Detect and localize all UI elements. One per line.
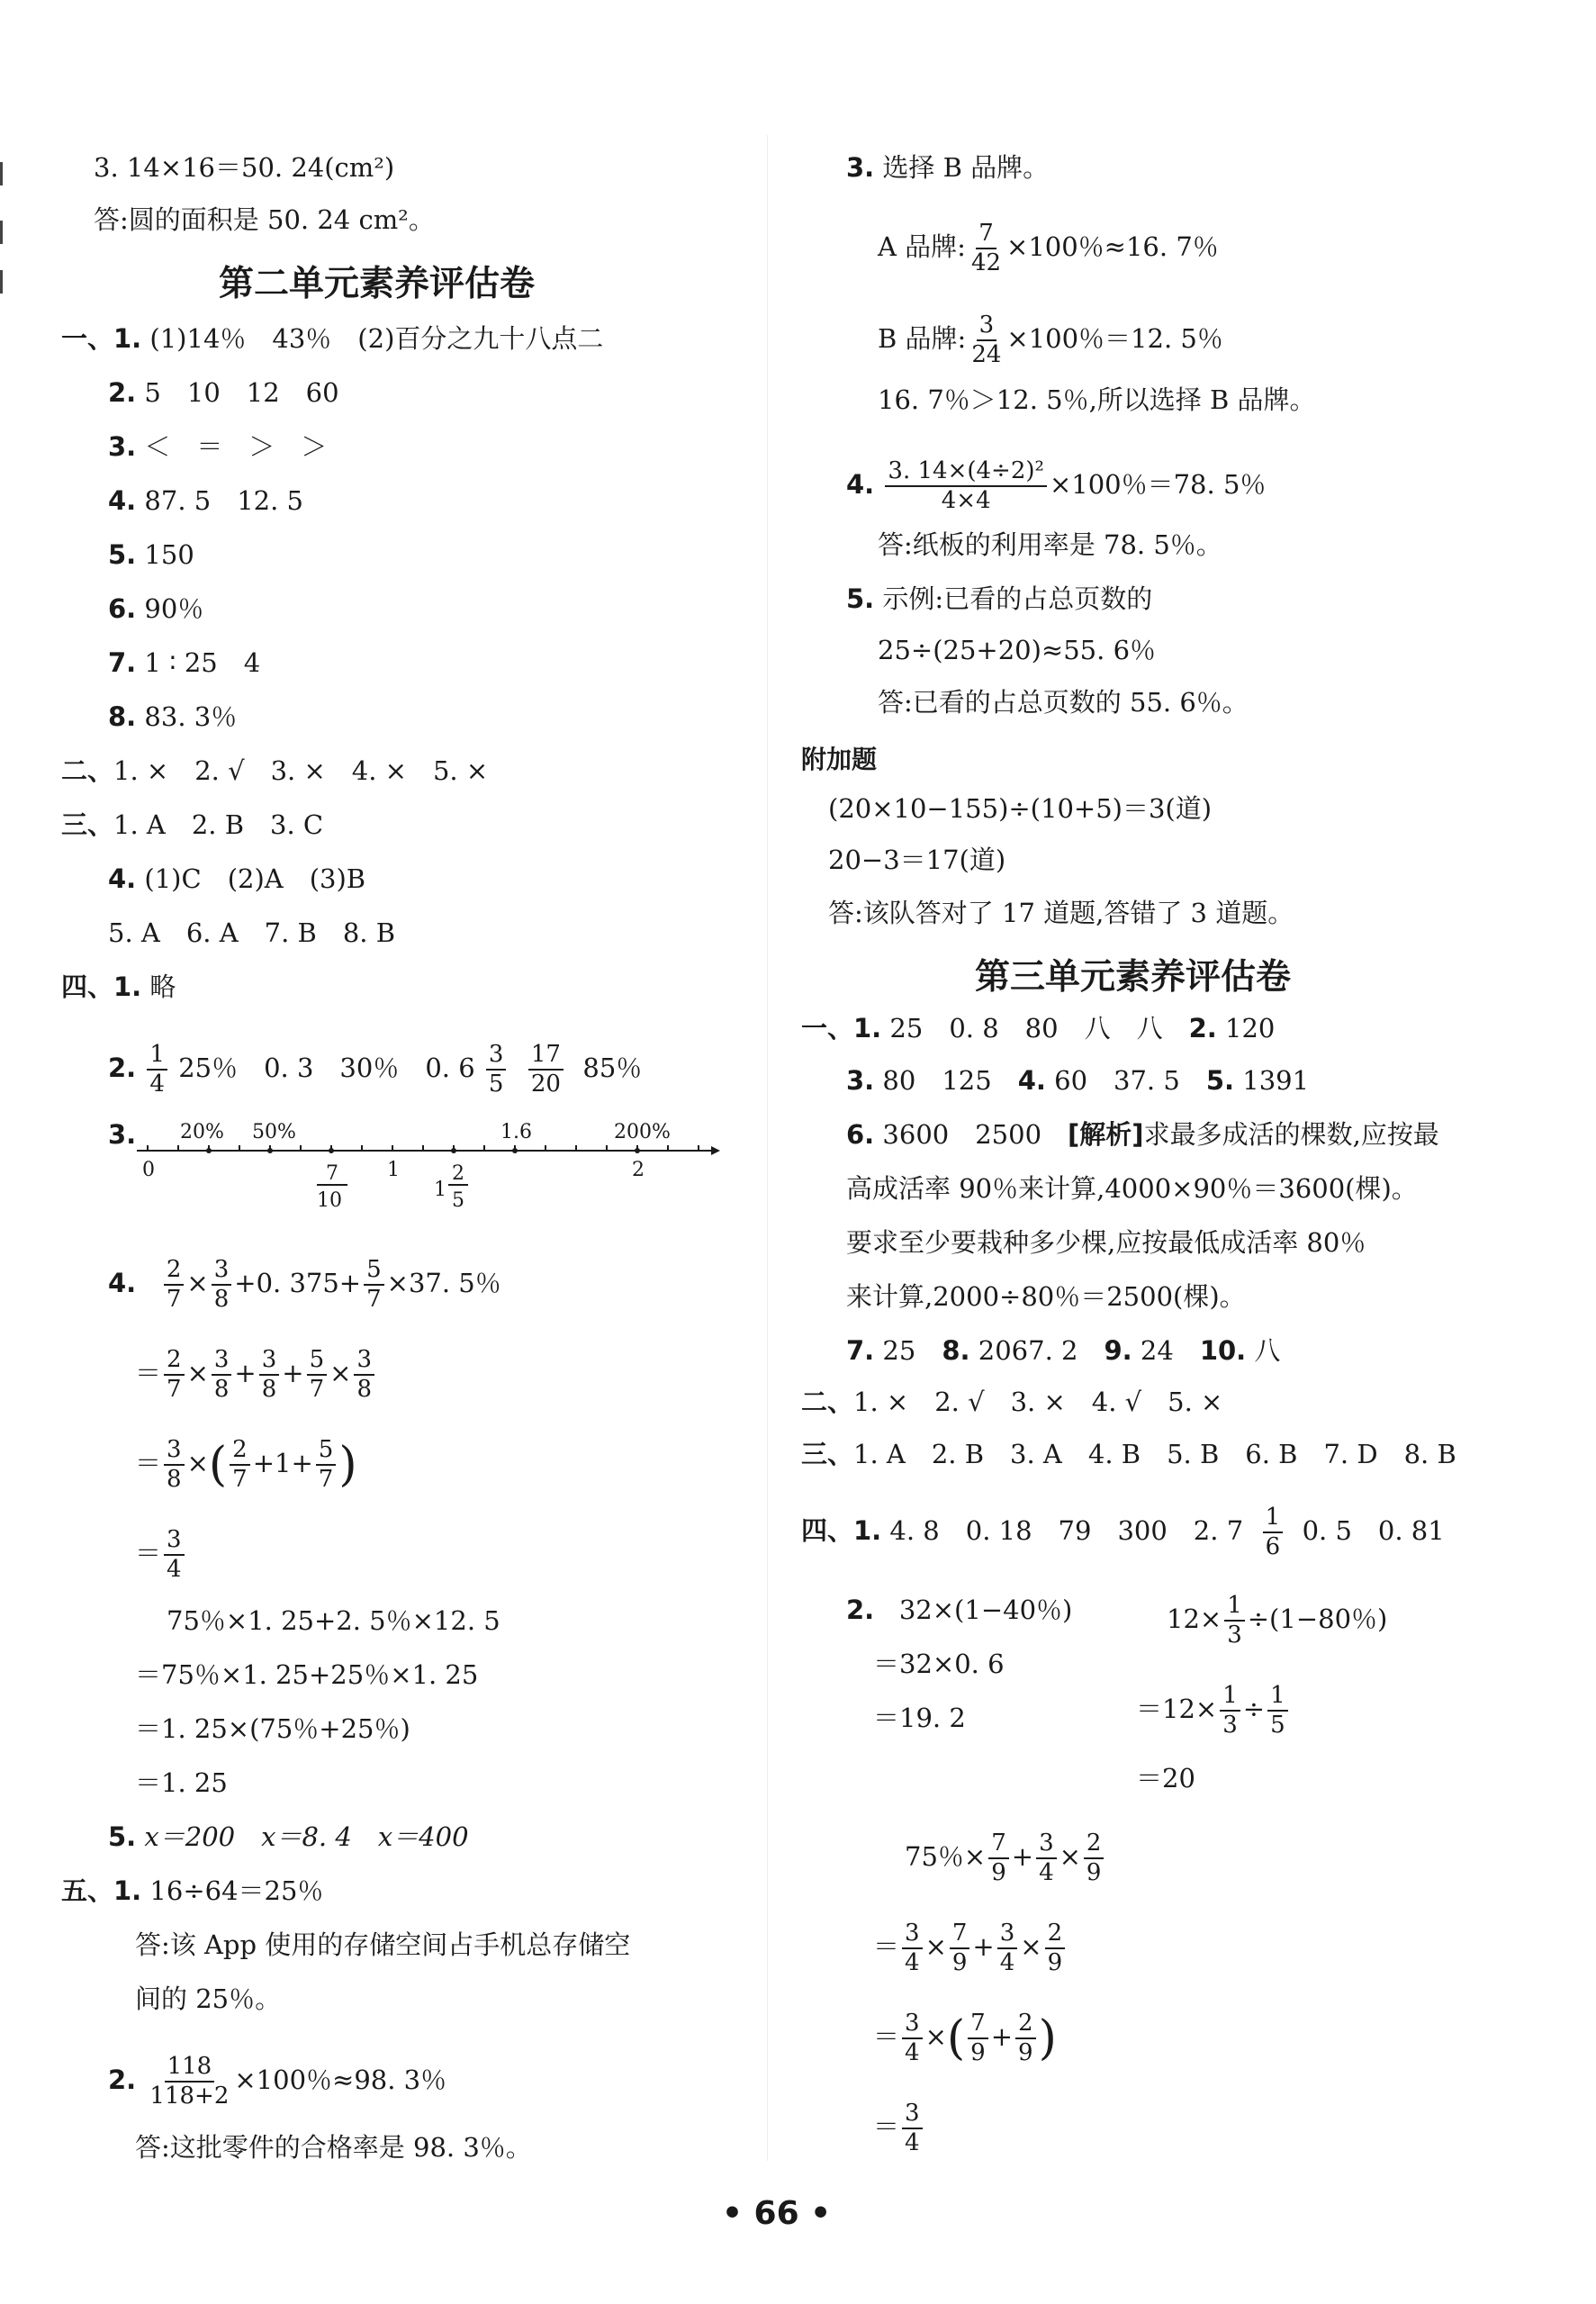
calc-line: ＝32×0. 6 xyxy=(873,1649,1005,1679)
section-2: 二、1. × 2. √ 3. × 4. √ 5. × xyxy=(801,1387,1223,1417)
answer-line: 答:该 App 使用的存储空间占手机总存储空 xyxy=(135,1929,631,1960)
analysis-line: 来计算,2000÷80％＝2500(棵)。 xyxy=(846,1281,1246,1312)
question-1-6: 6. 90％ xyxy=(108,593,204,624)
question-1-8: 8. 83. 3％ xyxy=(108,701,238,732)
question-1-1: 一、1. 25 0. 8 80 八 八 2. 120 xyxy=(801,1013,1276,1044)
calc-line: 75％× $\frac{7}{9}$ + $\frac{3}{4}$ × $\frac{2}{9}$ xyxy=(905,1830,1106,1887)
analysis-line: 高成活率 90％来计算,4000×90％＝3600(棵)。 xyxy=(846,1173,1418,1204)
point-200pct xyxy=(635,1148,640,1153)
question-5: 5. 示例:已看的占总页数的 xyxy=(846,583,1153,614)
question-3: 3. 选择 B 品牌。 xyxy=(846,152,1050,183)
column-divider xyxy=(767,135,768,2161)
calc-line: ＝ $\frac{3}{4}$ ×( $\frac{7}{9}$ + $\frac{2}{9}$ ) xyxy=(873,2010,1057,2066)
calc-line: ＝ $\frac{2}{7}$ × $\frac{3}{8}$ + $\frac{3}{8}$ + $\frac{5}{7}$ × $\frac{3}{8}$ xyxy=(135,1346,377,1404)
question-4-2: 2. $\frac{1}{4}$ 25％ 0. 3 30％ 0. 6 $\frac{3}{5}$ $\frac{17}{20}$ 85％ xyxy=(108,1041,643,1098)
question-1-2: 2. 5 10 12 60 xyxy=(108,377,339,408)
frac-label: 1 xyxy=(434,1179,446,1201)
calc-line: 12× $\frac{1}{3}$ ÷(1−80％) xyxy=(1167,1592,1388,1649)
point-7-10 xyxy=(329,1148,334,1153)
calc-line: 75％×1. 25+2. 5％×12. 5 xyxy=(167,1605,500,1636)
unit2-title: 第二单元素养评估卷 xyxy=(219,264,536,304)
question-5-2: 2. $\frac{118}{118+2}$ ×100％≈98. 3％ xyxy=(108,2053,447,2110)
point-1-6 xyxy=(512,1148,518,1153)
question-1-7: 7. 1 ∶ 25 4 xyxy=(108,647,261,678)
answer-line: 16. 7％＞12. 5％,所以选择 B 品牌。 xyxy=(878,384,1316,415)
question-1-3: 3. 80 125 4. 60 37. 5 5. 1391 xyxy=(846,1065,1310,1096)
point-20pct xyxy=(206,1148,212,1153)
calc-line: 25÷(25+20)≈55. 6％ xyxy=(878,635,1157,665)
question-4-4: 4. $\frac{2}{7}$ × $\frac{3}{8}$ +0. 375+ $\frac{5}{7}$ ×37. 5％ xyxy=(108,1256,501,1313)
analysis-line: 要求至少要栽种多少棵,应按最低成活率 80％ xyxy=(846,1227,1366,1258)
label-top: 1.6 xyxy=(500,1121,532,1143)
point-50pct xyxy=(267,1148,273,1153)
calc-line: ＝75％×1. 25+25％×1. 25 xyxy=(135,1659,479,1690)
answer-line: 间的 25％。 xyxy=(135,1983,282,2014)
tick-label: 1 xyxy=(387,1159,400,1181)
calc-line: ＝20 xyxy=(1136,1763,1195,1794)
page-edge-mark xyxy=(0,162,3,185)
page-edge-mark xyxy=(0,270,3,294)
answer-line: 答:纸板的利用率是 78. 5％。 xyxy=(878,529,1222,560)
tick-label: 2 xyxy=(632,1159,645,1181)
frac-label: 7 xyxy=(326,1162,338,1185)
page-edge-mark xyxy=(0,221,3,244)
unit3-title: 第三单元素养评估卷 xyxy=(975,957,1292,998)
answer-line: 答:已看的占总页数的 55. 6％。 xyxy=(878,687,1249,718)
calc-line: 20−3＝17(道) xyxy=(828,845,1006,875)
section-5: 五、1. 16÷64＝25％ xyxy=(61,1875,324,1906)
section-3: 三、1. A 2. B 3. C xyxy=(61,809,324,840)
number-line xyxy=(126,1107,720,1215)
answer-line: 答:圆的面积是 50. 24 cm²。 xyxy=(94,204,435,235)
extra-question-title: 附加题 xyxy=(801,745,878,774)
answer-line: 3. 14×16＝50. 24(cm²) xyxy=(94,152,395,183)
question-4-5: 5. x＝200 x＝8. 4 x＝400 xyxy=(108,1821,469,1852)
frac-label: 5 xyxy=(452,1189,464,1212)
section-2: 二、1. × 2. √ 3. × 4. × 5. × xyxy=(61,755,489,786)
question-4-3: 3. xyxy=(108,1119,137,1150)
label-top: 20% xyxy=(180,1121,224,1143)
section-4: 四、1. 4. 8 0. 18 79 300 2. 7 $\frac{1}{6}$ 0. 5 0. 81 xyxy=(801,1504,1445,1560)
frac-label: 2 xyxy=(452,1162,464,1185)
brand-b-calc: B 品牌: $\frac{3}{24}$ ×100％＝12. 5％ xyxy=(878,312,1223,368)
question-3-5: 5. A 6. A 7. B 8. B xyxy=(108,917,396,948)
calc-line: ＝12× $\frac{1}{3}$ ÷ $\frac{1}{5}$ xyxy=(1136,1682,1291,1739)
answer-line: 答:这批零件的合格率是 98. 3％。 xyxy=(135,2132,532,2163)
tick-label: 0 xyxy=(142,1159,155,1181)
question-3-4: 4. (1)C (2)A (3)B xyxy=(108,863,366,894)
question-1-5: 5. 150 xyxy=(108,539,194,570)
section-4: 四、1. 略 xyxy=(61,971,176,1002)
calc-line: ＝ $\frac{3}{4}$ × $\frac{7}{9}$ + $\frac{3}{4}$ × $\frac{2}{9}$ xyxy=(873,1920,1068,1977)
section-3: 三、1. A 2. B 3. A 4. B 5. B 6. B 7. D 8. B xyxy=(801,1439,1456,1469)
question-1-3: 3. ＜ ＝ ＞ ＞ xyxy=(108,431,328,462)
calc-line: ＝1. 25 xyxy=(135,1767,228,1798)
calc-line: ＝ $\frac{3}{4}$ xyxy=(135,1526,187,1584)
label-top: 200% xyxy=(614,1121,671,1143)
calc-line: ＝19. 2 xyxy=(873,1703,966,1733)
question-1-6: 6. 3600 2500 [解析]求最多成活的棵数,应按最 xyxy=(846,1119,1439,1150)
calc-line: (20×10−155)÷(10+5)＝3(道) xyxy=(828,793,1213,824)
frac-label: 10 xyxy=(317,1189,342,1212)
calc-line: ＝ $\frac{3}{4}$ xyxy=(873,2100,925,2157)
brand-a-calc: A 品牌: $\frac{7}{42}$ ×100％≈16. 7％ xyxy=(878,220,1219,276)
question-1-1: 一、1. (1)14％ 43％ (2)百分之九十八点二 xyxy=(61,323,604,354)
answer-line: 答:该队答对了 17 道题,答错了 3 道题。 xyxy=(828,898,1294,928)
question-1-4: 4. 87. 5 12. 5 xyxy=(108,485,303,516)
calc-line: ＝1. 25×(75％+25％) xyxy=(135,1713,410,1744)
label-top: 50% xyxy=(252,1121,296,1143)
question-4: 4. $\frac{\text{3. 14×(4÷2)²}}{4\times 4}$ ×100％＝78. 5％ xyxy=(846,457,1267,514)
point-1-2-5 xyxy=(451,1148,456,1153)
question-1-7: 7. 25 8. 2067. 2 9. 24 10. 八 xyxy=(846,1335,1281,1366)
question-4-2: 2. 32×(1−40％) xyxy=(846,1595,1073,1625)
calc-line: ＝ $\frac{3}{8}$ ×( $\frac{2}{7}$ +1+ $\frac{5}{7}$ ) xyxy=(135,1436,357,1493)
page-number: • 66 • xyxy=(722,2195,832,2232)
